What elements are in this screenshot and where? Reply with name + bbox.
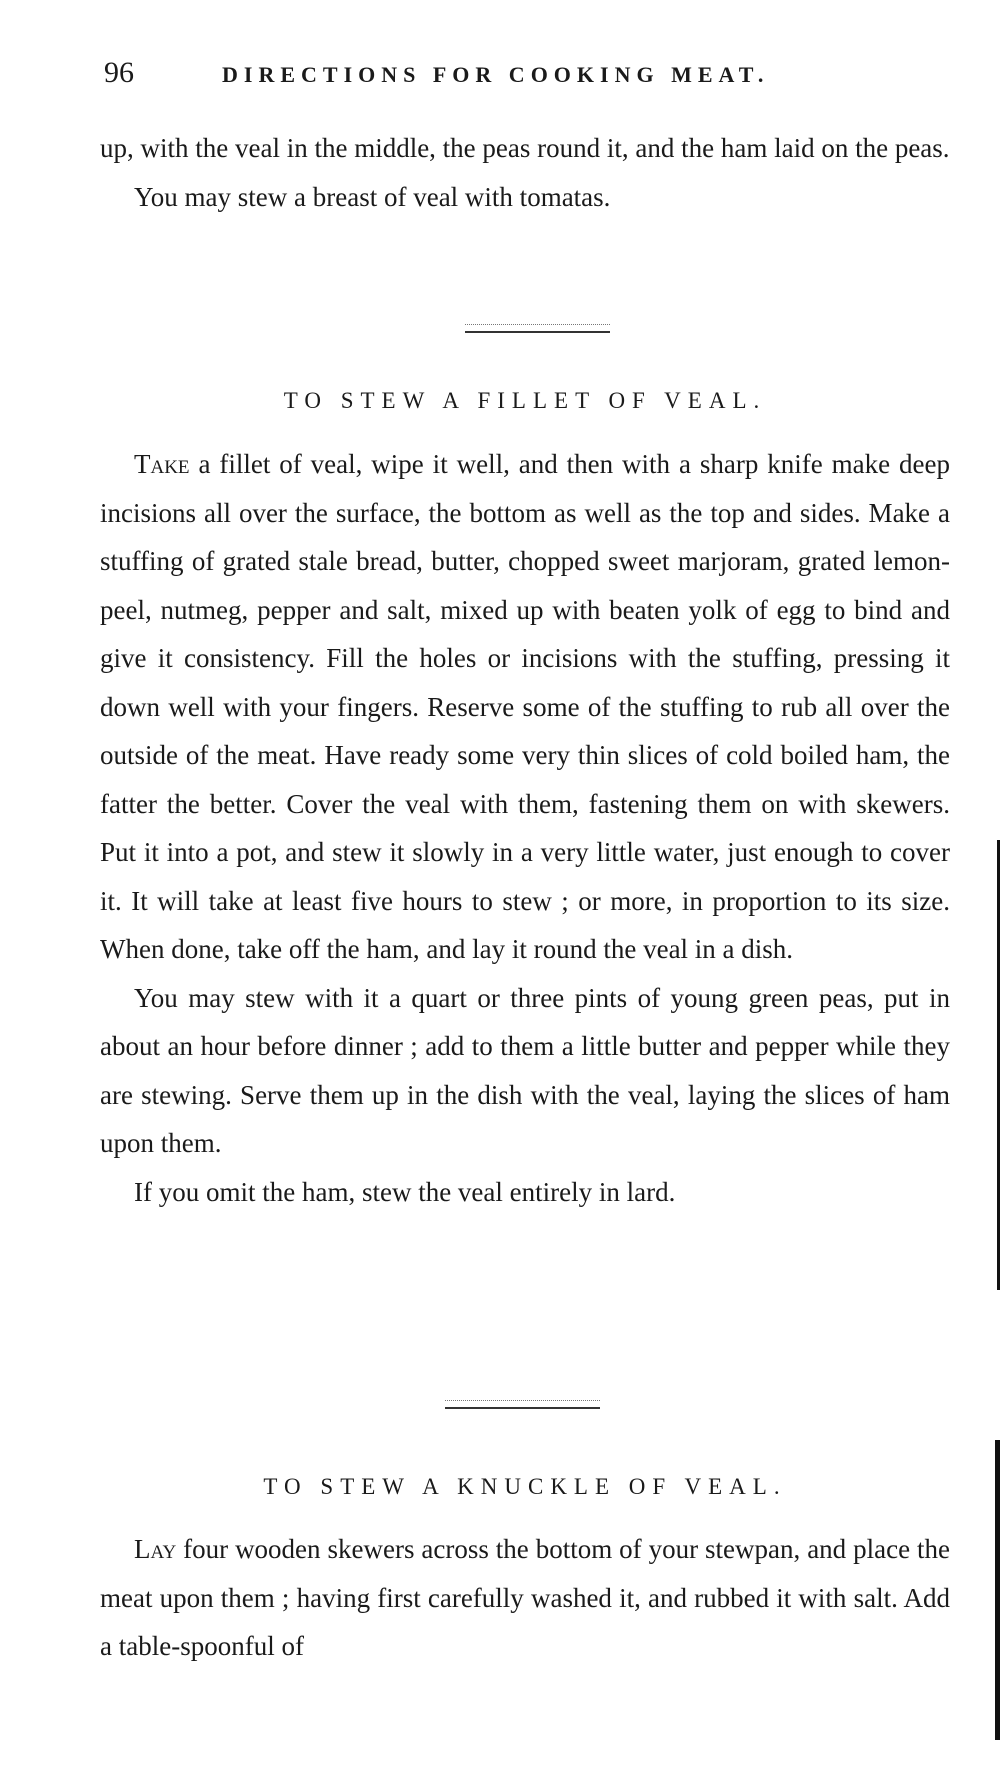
fillet-paragraph-method-text: a fillet of veal, wipe it well, and then with a sharp knife make deep incisions all over the surface, the bottom as well as the top and sides. Make a stuffing of grated stale bread, butter, chopped sweet marjoram, grated lemon-peel, nutmeg, pepper and salt, mixed up with beaten yolk of egg to bind and give it consistency. Fill the holes or incisions with the stuffing, pressing it down well with your fingers. Reserve some of the stuffing to rub all over the outside of the meat. Have ready some very thin slices of cold boiled ham, the fatter the better. Cover the veal with them, fastening them on with skewers. Put it into a pot, and stew it slowly in a very little water, just enough to cover it. It will take at least five hours to stew ; or more, in proportion to its size. When done, take off the ham, and lay it round the veal in a dish. — [100, 449, 950, 964]
section-divider — [465, 324, 610, 333]
fillet-paragraph-lard: If you omit the ham, stew the veal entirely in lard. — [134, 1176, 676, 1207]
page-edge-shadow — [995, 1440, 1000, 1740]
page-number: 96 — [104, 56, 134, 89]
section-title-fillet: TO STEW A FILLET OF VEAL. — [283, 388, 767, 413]
fillet-lead-word: Take — [134, 449, 190, 479]
fillet-paragraph-method — [100, 440, 950, 974]
running-head — [104, 52, 948, 96]
intro-paragraph-continuation: up, with the veal in the middle, the peas round it, and the ham laid on the peas. — [100, 133, 950, 163]
fillet-paragraph-peas: You may stew with it a quart or three pints of young green peas, put in about an hour before dinner ; add to them a little butter and pepper while they are stewing. Serve them up in the dish with the veal, laying the slices of ham upon them. — [100, 982, 950, 1158]
intro-text — [100, 124, 950, 221]
knuckle-lead-word: Lay — [134, 1534, 177, 1564]
knuckle-recipe-text — [100, 1525, 950, 1671]
running-title: DIRECTIONS FOR COOKING MEAT. — [222, 62, 770, 87]
intro-paragraph-tomatas: You may stew a breast of veal with tomatas. — [134, 181, 611, 212]
knuckle-paragraph-method — [100, 1525, 950, 1671]
section-divider — [445, 1400, 600, 1409]
section-title-knuckle: TO STEW A KNUCKLE OF VEAL. — [263, 1474, 787, 1499]
knuckle-paragraph-method-text: four wooden skewers across the bottom of your stewpan, and place the meat upon them ; having first carefully washed it, and rubbed it with salt. Add a table-spoonful of — [100, 1534, 950, 1661]
fillet-recipe-text — [100, 440, 950, 1216]
